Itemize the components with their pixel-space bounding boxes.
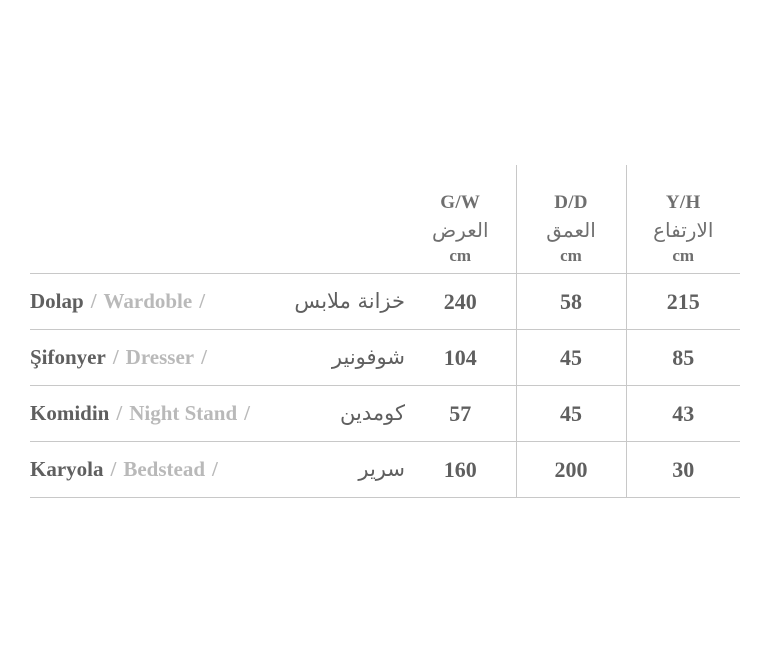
row-name-separator-2: / [212,457,218,481]
row-depth-value: 45 [516,330,626,386]
row-name-separator-1: / [112,345,119,369]
header-depth-arabic: العمق [546,218,596,242]
row-name-turkish: Karyola [30,457,104,481]
row-name-turkish: Dolap [30,289,84,313]
row-height-value: 215 [626,274,740,330]
header-width-latin: G/W [440,192,481,213]
row-name-separator-1: / [116,401,123,425]
table-row [30,274,740,330]
row-name-separator-1: / [110,457,117,481]
row-name-cell [30,330,405,386]
row-name-separator-1: / [90,289,97,313]
row-name-arabic: خزانة ملابس [294,289,405,313]
column-header-height [626,165,740,274]
row-name-cell [30,386,405,442]
row-height-value: 85 [626,330,740,386]
column-header-width [405,165,516,274]
column-header-depth [516,165,626,274]
table-row [30,386,740,442]
header-height-arabic: الارتفاع [653,218,714,242]
row-width-value: 57 [405,386,516,442]
row-width-value: 240 [405,274,516,330]
row-name-cell [30,274,405,330]
header-depth-latin: D/D [554,192,588,213]
row-depth-value: 58 [516,274,626,330]
column-header-name [30,165,405,274]
header-height-latin: Y/H [665,192,701,213]
row-name-english: Bedstead [123,457,206,481]
row-height-value: 30 [626,442,740,498]
row-name-separator-2: / [201,345,207,369]
row-height-value: 43 [626,386,740,442]
row-name-separator-2: / [199,289,206,313]
row-depth-value: 200 [516,442,626,498]
row-width-value: 104 [405,330,516,386]
dimensions-table [30,165,740,498]
row-name-arabic: كومدين [340,401,405,425]
table-row [30,330,740,386]
header-depth-unit: cm [560,246,582,265]
row-name-english: Dresser [125,345,195,369]
header-height-unit: cm [672,246,695,265]
row-name-separator-2: / [244,401,250,425]
row-name-arabic: سرير [358,457,405,481]
row-name-arabic: شوفونير [331,345,405,369]
row-name-turkish: Şifonyer [30,345,106,369]
table-header-row [30,165,740,274]
row-width-value: 160 [405,442,516,498]
header-width-arabic: العرض [431,218,489,242]
row-name-turkish: Komidin [30,401,110,425]
table-row [30,442,740,498]
row-name-cell [30,442,405,498]
row-depth-value: 45 [516,386,626,442]
row-name-english: Wardoble [103,289,193,313]
row-name-english: Night Stand [129,401,238,425]
header-width-unit: cm [449,246,472,265]
